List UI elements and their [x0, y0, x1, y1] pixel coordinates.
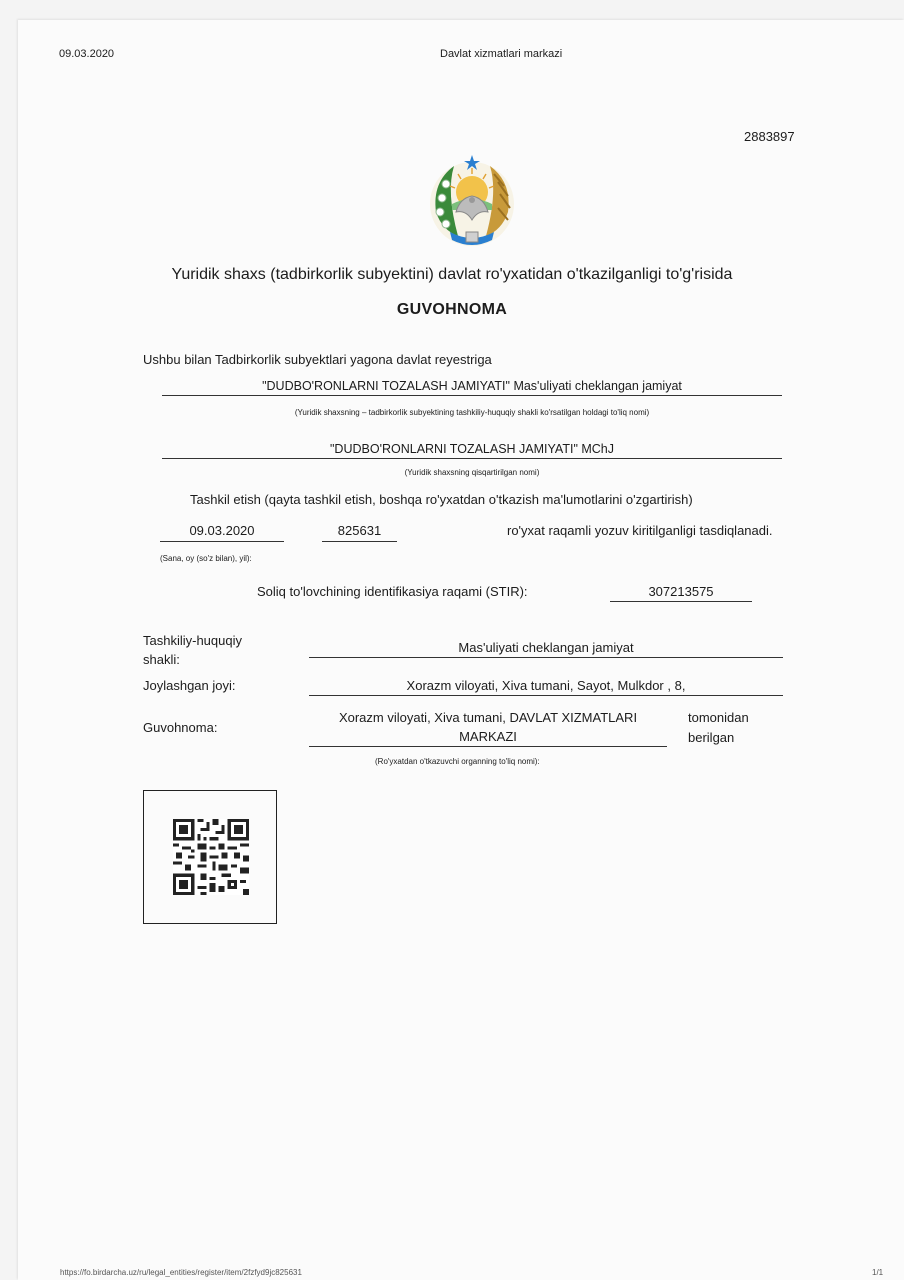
full-name-caption: (Yuridik shaxsning – tadbirkorlik subyektining tashkiliy-huquqiy shakli ko'rsatilgan holdagi to'liq nomi) — [294, 408, 650, 417]
location-label: Joylashgan joyi: — [143, 678, 236, 693]
certificate-label: Guvohnoma: — [143, 720, 218, 735]
full-name-value: "DUDBO'RONLARNI TOZALASH JAMIYATI" Mas'uliyati cheklangan jamiyat — [162, 379, 782, 396]
legal-form-value: Mas'uliyati cheklangan jamiyat — [309, 640, 783, 658]
stir-value: 307213575 — [610, 584, 752, 602]
intro-text: Ushbu bilan Tadbirkorlik subyektlari yagona davlat reyestriga — [143, 352, 492, 367]
document-title: Yuridik shaxs (tadbirkorlik subyektini) davlat ro'yxatidan o'tkazilganligi to'g'risida — [171, 266, 733, 283]
date-caption: (Sana, oy (so'z bilan), yil): — [160, 554, 252, 563]
action-text: Tashkil etish (qayta tashkil etish, boshqa ro'yxatdan o'tkazish ma'lumotlarini o'zgartirish) — [190, 492, 693, 507]
certificate-caption: (Ro'yxatdan o'tkazuvchi organning to'liq nomi): — [375, 757, 540, 766]
header-date: 09.03.2020 — [59, 48, 115, 60]
certificate-value-line-1: Xorazm viloyati, Xiva tumani, DAVLAT XIZMATLARI — [338, 710, 638, 725]
registration-confirmation: ro'yxat raqamli yozuv kiritilganligi tasdiqlanadi. — [507, 523, 773, 538]
footer-page-number: 1/1 — [872, 1268, 884, 1277]
registration-date: 09.03.2020 — [160, 523, 284, 542]
certificate-value-line-2: MARKAZI — [309, 729, 667, 747]
legal-form-label-2: shakli: — [143, 652, 180, 667]
uzbekistan-state-emblem-icon — [424, 152, 520, 248]
qr-code-frame — [143, 790, 277, 924]
registration-number: 825631 — [322, 523, 397, 542]
qr-code-icon[interactable] — [173, 819, 249, 895]
stir-label: Soliq to'lovchining identifikasiya raqami (STIR): — [257, 584, 528, 599]
short-name-caption: (Yuridik shaxsning qisqartirilgan nomi) — [404, 468, 540, 477]
document-heading: GUVOHNOMA — [396, 301, 508, 318]
document-number: 2883897 — [744, 129, 795, 144]
short-name-value: "DUDBO'RONLARNI TOZALASH JAMIYATI" MChJ — [162, 442, 782, 459]
certificate-suffix-1: tomonidan — [688, 710, 749, 725]
legal-form-label: Tashkiliy-huquqiy — [143, 633, 242, 648]
header-issuer: Davlat xizmatlari markazi — [440, 48, 563, 60]
certificate-suffix-2: berilgan — [688, 730, 735, 745]
location-value: Xorazm viloyati, Xiva tumani, Sayot, Mulkdor , 8, — [309, 678, 783, 696]
footer-url[interactable]: https://fo.birdarcha.uz/ru/legal_entities/register/item/2fzfyd9jc825631 — [60, 1268, 302, 1277]
